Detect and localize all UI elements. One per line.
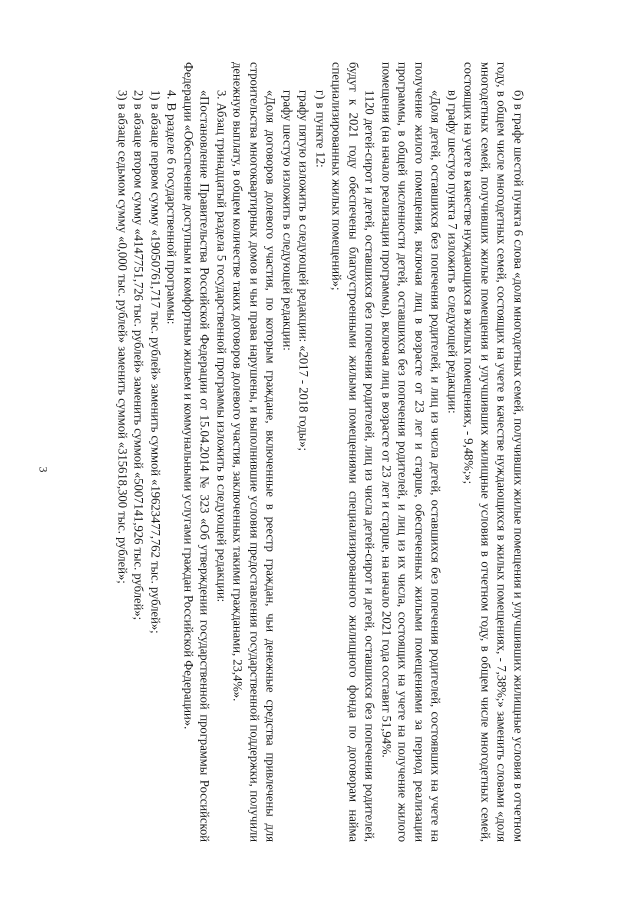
paragraph: г) в пункте 12: — [313, 90, 328, 168]
paragraph: графу пятую изложить в следующей редакции: «2017 - 2018 годы»; — [296, 90, 311, 452]
paragraph: «Доля детей, оставшихся без попечения родителей, и лиц из числа детей, оставшихся без попечения родителей, состоявших на учете на получение жилого помещения, включая лиц в возрасте от 23 лет и старше, обеспеченных жилыми помещениями за период реализации программы, в общей численности детей, оставшихся без попечения родителей, и лиц из их числа, состоящих на учете на получение жилого помещения (на начало реализации программы), включая лиц в возрасте от 23 лет и старше, на начало 2021 года составит 51,94%. — [379, 62, 443, 842]
paragraph: 3) в абзаце седьмом сумму «0,000 тыс. рублей» заменить суммой «315618,300 тыс. рублей»; — [115, 90, 130, 584]
paragraph: графу шестую изложить в следующей редакции: — [280, 90, 295, 351]
paragraph: в) графу шестую пункта 7 изложить в следующей редакции: — [445, 90, 460, 414]
paragraph: «Постановление Правительства Российской Федерации от 15.04.2014 № 323 «Об утверждении государственной программы Российской Федерации «Обеспечение доступным и комфортным жильем и коммунальными услугами граждан Российской Федерации». — [181, 62, 212, 842]
rotated-text-body — [114, 62, 527, 842]
paragraph: 1) в абзаце первом сумму «19050761,717 тыс. рублей» заменить суммой «19623477,762 тыс. рублей»; — [148, 90, 163, 634]
paragraph: «Доля договоров долевого участия, по которым граждане, включенные в реестр граждан, чьи денежные средства привлечены для строительства многоквартирных домов и чьи права нарушены, и выполнившие условия предоставления государственной поддержки, получили денежную выплату, в общем количестве таких договоров долевого участия, заключенных такими гражданами, 23,4%». — [230, 62, 278, 842]
paragraph: 1120 детей-сирот и детей, оставшихся без попечения родителей, лиц из числа детей-сирот и детей, оставшихся без попечения родителей, будут к 2021 году обеспечены благоустроенными жилыми помещениями специализированного жилищного фонда по договорам найма специализированных жилых помещений»; — [329, 62, 377, 842]
paragraph: 2) в абзаце втором сумму «4147751,726 тыс. рублей» заменить суммой «5007141,926 тыс. рублей»; — [131, 90, 146, 621]
paragraph: 4. В разделе 6 государственной программы: — [164, 90, 179, 325]
paragraph: 3. Абзац тринадцатый раздела 5 государственной программы изложить в следующей редакции: — [214, 90, 229, 603]
paragraph: б) в графе шестой пункта 6 слова «доля многодетных семей, получивших жилые помещения и улучшивших жилищные условия в отчетном году, в общем числе многодетных семей, состоящих на учете в качестве нуждающихся в жилых помещениях, - 7,38%;» заменить словами «доля многодетных семей, получивших жилые помещения и улучшивших жилищные условия в отчетном году, в общем числе многодетных семей, состоящих на учете в качестве нуждающихся в жилых помещениях, - 9,48%;»; — [461, 62, 526, 842]
page-number: 3 — [36, 466, 51, 473]
